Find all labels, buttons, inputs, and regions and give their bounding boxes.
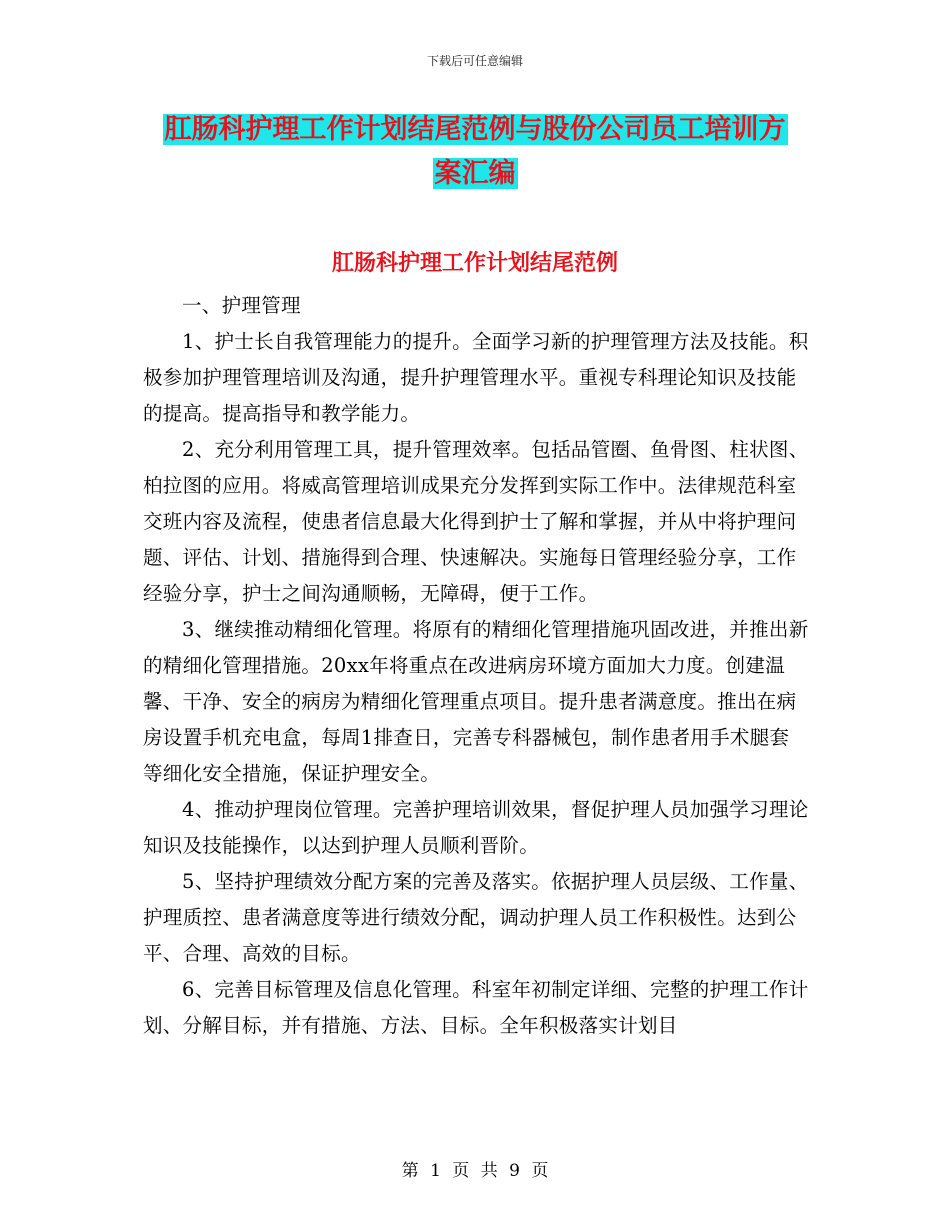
paragraph-1: 1、护士长自我管理能力的提升。全面学习新的护理管理方法及技能。积极参加护理管理培训及沟通，提升护理管理水平。重视专科理论知识及技能的提高。提高指导和教学能力。 [143, 330, 809, 425]
paragraph-2: 2、充分利用管理工具，提升管理效率。包括品管圈、鱼骨图、柱状图、柏拉图的应用。将威高管理培训成果充分发挥到实际工作中。法律规范科室交班内容及流程，使患者信息最大化得到护士了解和掌握，并从中将护理问题、评估、计划、措施得到合理、快速解决。实施每日管理经验分享，工作经验分享，护士之间沟通顺畅，无障碍，便于工作。 [143, 438, 809, 605]
section-title: 肛肠科护理工作计划结尾范例 [331, 250, 618, 276]
document-title [0, 108, 950, 196]
paragraph-5: 5、坚持护理绩效分配方案的完善及落实。依据护理人员层级、工作量、护理质控、患者满意度等进行绩效分配，调动护理人员工作积极性。达到公平、合理、高效的目标。 [143, 870, 809, 965]
section-heading: 一、护理管理 [182, 294, 301, 317]
document-title-line-1: 肛肠科护理工作计划结尾范例与股份公司员工培训方 [164, 114, 786, 145]
paragraph-4: 4、推动护理岗位管理。完善护理培训效果，督促护理人员加强学习理论知识及技能操作，以达到护理人员顺利晋阶。 [143, 798, 809, 857]
paragraph-6: 6、完善目标管理及信息化管理。科室年初制定详细、完整的护理工作计划、分解目标，并有措施、方法、目标。全年积极落实计划目 [143, 978, 809, 1037]
page-header: 下载后可任意编辑 [426, 54, 523, 68]
document-body [143, 288, 809, 1044]
paragraph-3: 3、继续推动精细化管理。将原有的精细化管理措施巩固改进，并推出新的精细化管理措施。20xx年将重点在改进病房环境方面加大力度。创建温馨、干净、安全的病房为精细化管理重点项目。提升患者满意度。推出在病房设置手机充电盒，每周1排查日，完善专科器械包，制作患者用手术腿套等细化安全措施，保证护理安全。 [143, 618, 809, 785]
page-footer: 第 1 页 共 9 页 [401, 1161, 549, 1181]
document-title-line-2: 案汇编 [434, 158, 516, 189]
